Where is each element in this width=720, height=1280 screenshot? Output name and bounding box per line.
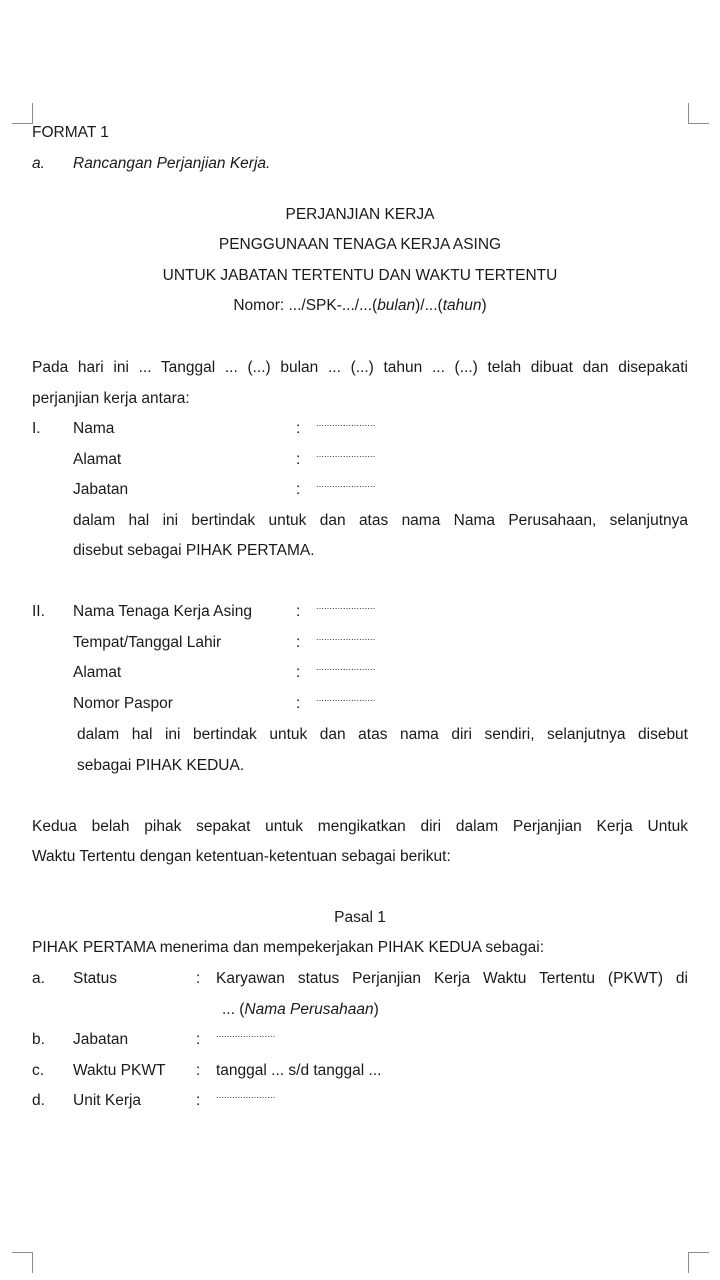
status-cont-prefix: ... ( [222,1001,245,1018]
party1-nama-colon: : [296,420,301,437]
crop-mark-top-left [12,103,33,124]
pasal1-item-d-label: Unit Kerja [73,1092,142,1109]
pasal1-item-c-letter: c. [32,1062,45,1079]
pasal1-item-b-label: Jabatan [73,1031,129,1048]
pasal1-item-b-letter: b. [32,1031,45,1048]
party2-nama-label: Nama Tenaga Kerja Asing [73,603,252,620]
section-a-title: Rancangan Perjanjian Kerja. [73,155,271,172]
party1-desc-line-2: disebut sebagai PIHAK PERTAMA. [73,542,315,559]
party2-ttl-label: Tempat/Tanggal Lahir [73,634,222,651]
intro-line-1: Pada hari ini ... Tanggal ... (...) bulan ... (...) tahun ... (...) telah dibuat dan disepakati [32,359,688,376]
party1-jabatan-label: Jabatan [73,481,129,498]
pasal1-item-c-colon: : [196,1062,201,1079]
agree-line-1: Kedua belah pihak sepakat untuk mengikatkan diri dalam Perjanjian Kerja Untuk [32,818,688,835]
nomor-mid: )/...( [415,297,443,314]
party1-alamat-label: Alamat [73,451,122,468]
party2-roman: II. [32,603,45,620]
agree-line-2: Waktu Tertentu dengan ketentuan-ketentuan sebagai berikut: [32,848,451,865]
pasal1-item-b-blank: ...................... [216,1029,276,1039]
party2-ttl-colon: : [296,634,301,651]
pasal1-item-a-value: Karyawan status Perjanjian Kerja Waktu Tertentu (PKWT) di [216,970,688,987]
nomor-tahun: tahun [442,297,482,314]
party1-jabatan-colon: : [296,481,301,498]
party2-ttl-blank: ...................... [316,632,376,642]
pasal1-item-a-label: Status [73,970,117,987]
title-line-1: PERJANJIAN KERJA [285,206,435,223]
nomor-line [0,297,720,315]
crop-mark-bottom-left [12,1252,33,1273]
status-cont-suffix: ) [373,1001,379,1018]
party2-paspor-blank: ...................... [316,693,376,703]
status-cont-company: Nama Perusahaan [244,1001,374,1018]
format-label: FORMAT 1 [32,124,109,141]
party1-nama-label: Nama [73,420,115,437]
party2-desc-line-2: sebagai PIHAK KEDUA. [77,757,245,774]
party1-jabatan-blank: ...................... [316,479,376,489]
nomor-suffix: ) [481,297,487,314]
pasal1-item-a-letter: a. [32,970,45,987]
pasal1-item-c-value: tanggal ... s/d tanggal ... [216,1062,382,1079]
party2-desc-line-1: dalam hal ini bertindak untuk dan atas nama diri sendiri, selanjutnya disebut [77,726,688,743]
pasal1-item-d-letter: d. [32,1092,45,1109]
section-a-letter: a. [32,155,45,172]
party2-paspor-label: Nomor Paspor [73,695,173,712]
party1-nama-blank: ...................... [316,418,376,428]
pasal1-intro: PIHAK PERTAMA menerima dan mempekerjakan PIHAK KEDUA sebagai: [32,939,545,956]
party1-roman: I. [32,420,41,437]
crop-mark-top-right [688,103,709,124]
pasal1-item-b-colon: : [196,1031,201,1048]
party2-alamat-label: Alamat [73,664,122,681]
party2-alamat-blank: ...................... [316,662,376,672]
party2-alamat-colon: : [296,664,301,681]
nomor-bulan: bulan [377,297,416,314]
party2-paspor-colon: : [296,695,301,712]
crop-mark-bottom-right [688,1252,709,1273]
party1-alamat-colon: : [296,451,301,468]
party1-alamat-blank: ...................... [316,449,376,459]
pasal1-item-d-colon: : [196,1092,201,1109]
pasal1-item-a-continuation [222,1001,379,1019]
pasal1-title: Pasal 1 [334,909,386,926]
pasal1-item-a-colon: : [196,970,201,987]
nomor-prefix: Nomor: .../SPK-.../...( [233,297,378,314]
pasal1-item-d-blank: ...................... [216,1090,276,1100]
party1-desc-line-1: dalam hal ini bertindak untuk dan atas nama Nama Perusahaan, selanjutnya [73,512,688,529]
party2-nama-blank: ...................... [316,601,376,611]
pasal1-item-c-label: Waktu PKWT [73,1062,166,1079]
title-line-3: UNTUK JABATAN TERTENTU DAN WAKTU TERTENTU [162,267,558,284]
party2-nama-colon: : [296,603,301,620]
title-line-2: PENGGUNAAN TENAGA KERJA ASING [218,236,502,253]
intro-line-2: perjanjian kerja antara: [32,390,190,407]
